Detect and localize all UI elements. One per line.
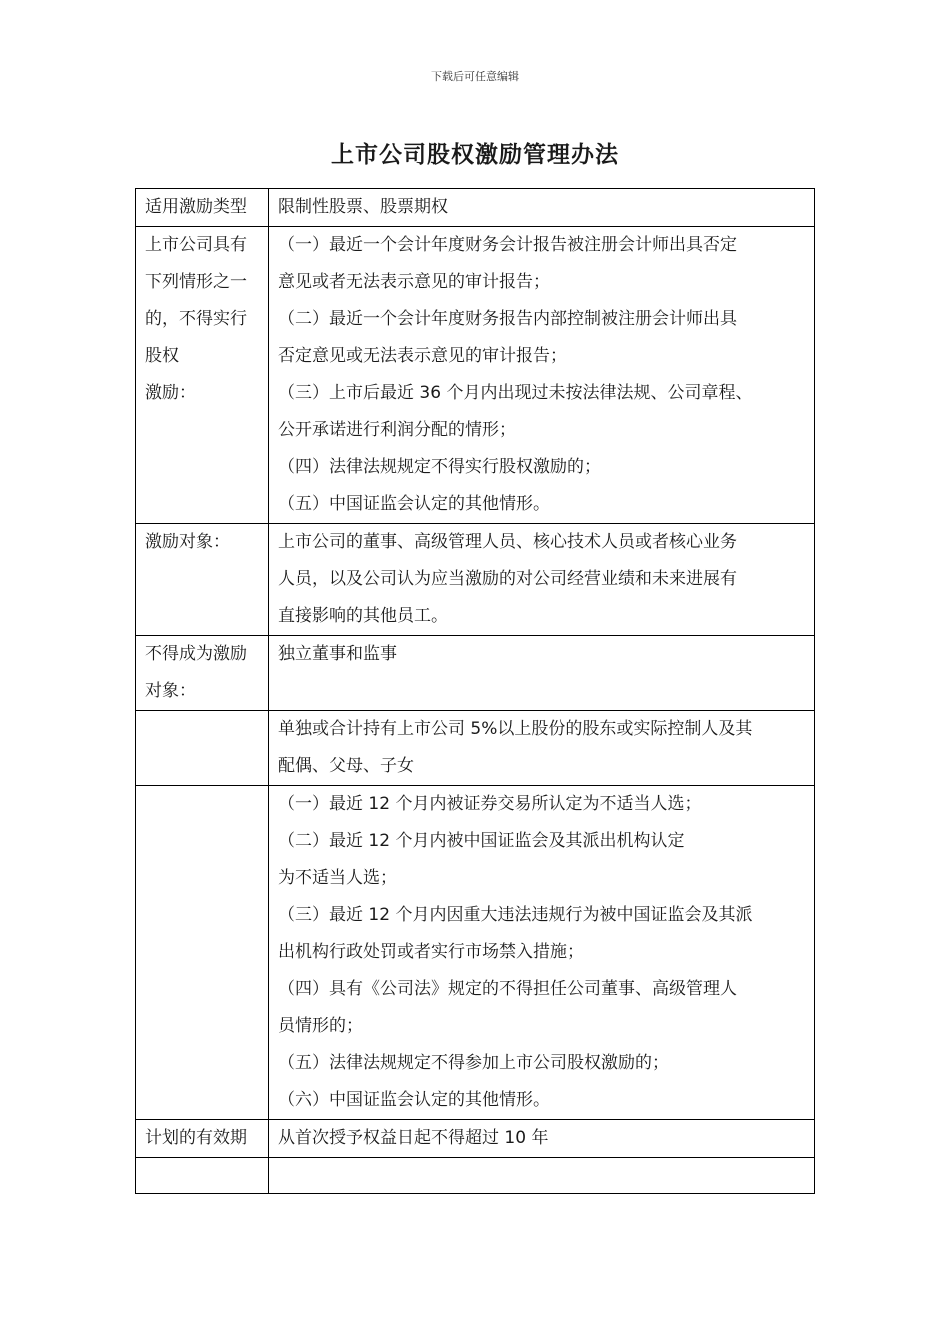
row-label-cell (136, 1120, 269, 1158)
row-content-line: 公开承诺进行利润分配的情形； (278, 420, 516, 440)
row-content-line: （三）上市后最近 36 个月内出现过未按法律法规、公司章程、 (278, 383, 753, 403)
row-label-line: 计划的有效期 (145, 1128, 247, 1148)
row-label-line: 激励： (145, 383, 196, 403)
row-label-cell (136, 524, 269, 636)
row-content-line: 单独或合计持有上市公司 5%以上股份的股东或实际控制人及其 (278, 719, 753, 739)
row-content-cell (269, 711, 815, 786)
row-label-line: 上市公司具有 (145, 235, 247, 255)
page-title: 上市公司股权激励管理办法 (331, 142, 619, 168)
row-content-cell (269, 1158, 815, 1194)
row-content-line: （一）最近 12 个月内被证券交易所认定为不适当人选； (278, 794, 702, 814)
row-label-line: 对象： (145, 681, 196, 701)
row-label-cell (136, 711, 269, 786)
row-content-cell (269, 227, 815, 524)
table-row (136, 1158, 815, 1194)
row-label-cell (136, 786, 269, 1120)
row-content-cell (269, 636, 815, 711)
row-content-line: 限制性股票、股票期权 (278, 197, 448, 217)
row-label-cell (136, 189, 269, 227)
row-label-line: 股权 (145, 346, 179, 366)
row-content-cell (269, 1120, 815, 1158)
row-content-line: 为不适当人选； (278, 868, 397, 888)
row-label-cell (136, 636, 269, 711)
table-row (136, 636, 815, 711)
row-content-line: 员情形的； (278, 1016, 363, 1036)
row-content-line: 意见或者无法表示意见的审计报告； (278, 272, 550, 292)
row-label-cell (136, 1158, 269, 1194)
table-row (136, 227, 815, 524)
row-content-line: 独立董事和监事 (278, 644, 397, 664)
row-content-line: 出机构行政处罚或者实行市场禁入措施； (278, 942, 584, 962)
row-content-cell (269, 524, 815, 636)
row-content-line: （五）中国证监会认定的其他情形。 (278, 494, 550, 514)
row-content-line: （一）最近一个会计年度财务会计报告被注册会计师出具否定 (278, 235, 737, 255)
row-label-cell (136, 227, 269, 524)
row-label-line: 激励对象： (145, 532, 230, 552)
row-content-cell (269, 786, 815, 1120)
table-row (136, 189, 815, 227)
row-content-line: （三）最近 12 个月内因重大违法违规行为被中国证监会及其派 (278, 905, 753, 925)
row-label-line: 适用激励类型 (145, 197, 247, 217)
row-content-line: 直接影响的其他员工。 (278, 606, 448, 626)
row-content-line: 从首次授予权益日起不得超过 10 年 (278, 1128, 549, 1148)
row-content-line: （四）法律法规规定不得实行股权激励的； (278, 457, 601, 477)
row-content-line: 人员，以及公司认为应当激励的对公司经营业绩和未来进展有 (278, 569, 737, 589)
row-content-line: 否定意见或无法表示意见的审计报告； (278, 346, 567, 366)
table-row (136, 1120, 815, 1158)
row-label-line: 下列情形之一 (145, 272, 247, 292)
policy-table (135, 188, 815, 1194)
row-label-line: 的，不得实行 (145, 309, 247, 329)
row-content-line: 配偶、父母、子女 (278, 756, 414, 776)
row-content-line: （二）最近一个会计年度财务报告内部控制被注册会计师出具 (278, 309, 737, 329)
table-row (136, 786, 815, 1120)
header-note: 下载后可任意编辑 (431, 70, 519, 83)
row-label-line: 不得成为激励 (145, 644, 247, 664)
row-content-line: （五）法律法规规定不得参加上市公司股权激励的； (278, 1053, 669, 1073)
row-content-cell (269, 189, 815, 227)
table-row (136, 524, 815, 636)
row-content-line: 上市公司的董事、高级管理人员、核心技术人员或者核心业务 (278, 532, 737, 552)
row-content-line: （四）具有《公司法》规定的不得担任公司董事、高级管理人 (278, 979, 737, 999)
row-content-line: （二）最近 12 个月内被中国证监会及其派出机构认定 (278, 831, 685, 851)
row-content-line: （六）中国证监会认定的其他情形。 (278, 1090, 550, 1110)
table-row (136, 711, 815, 786)
